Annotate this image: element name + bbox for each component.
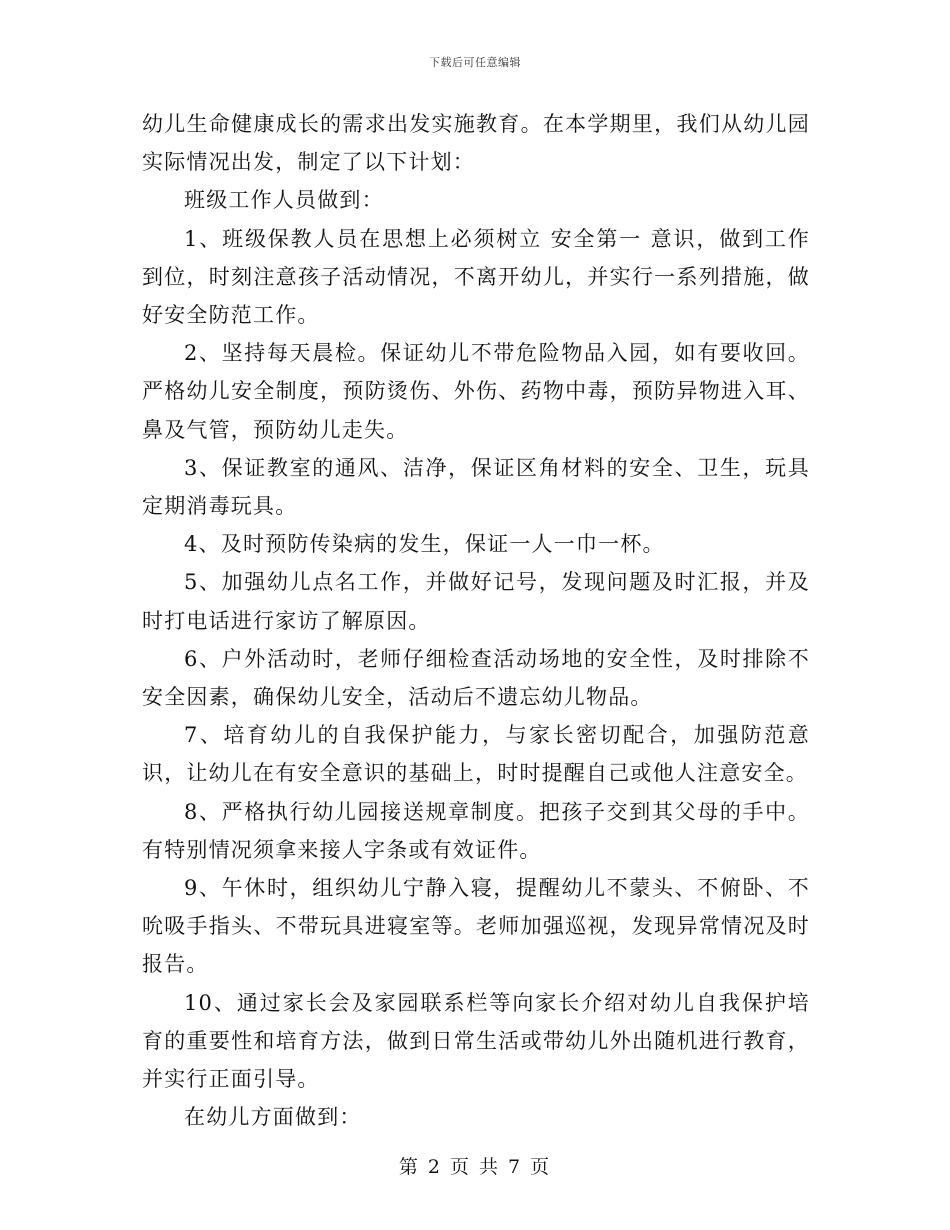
page-header: 下载后可任意编辑 <box>429 56 521 69</box>
paragraph-continuation: 幼儿生命健康成长的需求出发实施教育。在本学期里，我们从幼儿园实际情况出发，制定了以下计划： <box>142 112 810 175</box>
page-footer <box>0 1152 950 1179</box>
list-item-1: 1、班级保教人员在思想上必须树立 安全第一 意识，做到工作到位，时刻注意孩子活动情况，不离开幼儿，并实行一系列措施，做好安全防范工作。 <box>142 226 810 328</box>
list-item-8: 8、严格执行幼儿园接送规章制度。把孩子交到其父母的手中。有特别情况须拿来接人字条或有效证件。 <box>142 799 810 862</box>
section-heading-staff: 班级工作人员做到： <box>184 188 384 213</box>
list-item-4: 4、及时预防传染病的发生，保证一人一巾一杯。 <box>184 532 665 557</box>
list-item-7: 7、培育幼儿的自我保护能力，与家长密切配合，加强防范意识，让幼儿在有安全意识的基础上，时时提醒自己或他人注意安全。 <box>142 723 810 786</box>
page-number: 第 2 页 共 7 页 <box>398 1156 552 1178</box>
list-item-10: 10、通过家长会及家园联系栏等向家长介绍对幼儿自我保护培育的重要性和培育方法，做到日常生活或带幼儿外出随机进行教育，并实行正面引导。 <box>142 990 810 1092</box>
section-heading-children: 在幼儿方面做到： <box>184 1105 362 1130</box>
list-item-5: 5、加强幼儿点名工作，并做好记号，发现问题及时汇报，并及时打电话进行家访了解原因。 <box>142 570 810 633</box>
list-item-3: 3、保证教室的通风、洁净，保证区角材料的安全、卫生，玩具定期消毒玩具。 <box>142 455 810 519</box>
list-item-2: 2、坚持每天晨检。保证幼儿不带危险物品入园，如有要收回。严格幼儿安全制度，预防烫伤、外伤、药物中毒，预防异物进入耳、鼻及气管，预防幼儿走失。 <box>142 341 810 442</box>
list-item-6: 6、户外活动时，老师仔细检查活动场地的安全性，及时排除不安全因素，确保幼儿安全，活动后不遗忘幼儿物品。 <box>142 646 810 710</box>
document-body <box>142 105 810 1136</box>
list-item-9: 9、午休时，组织幼儿宁静入寝，提醒幼儿不蒙头、不俯卧、不吮吸手指头、不带玩具进寝室等。老师加强巡视，发现异常情况及时报告。 <box>142 876 810 977</box>
